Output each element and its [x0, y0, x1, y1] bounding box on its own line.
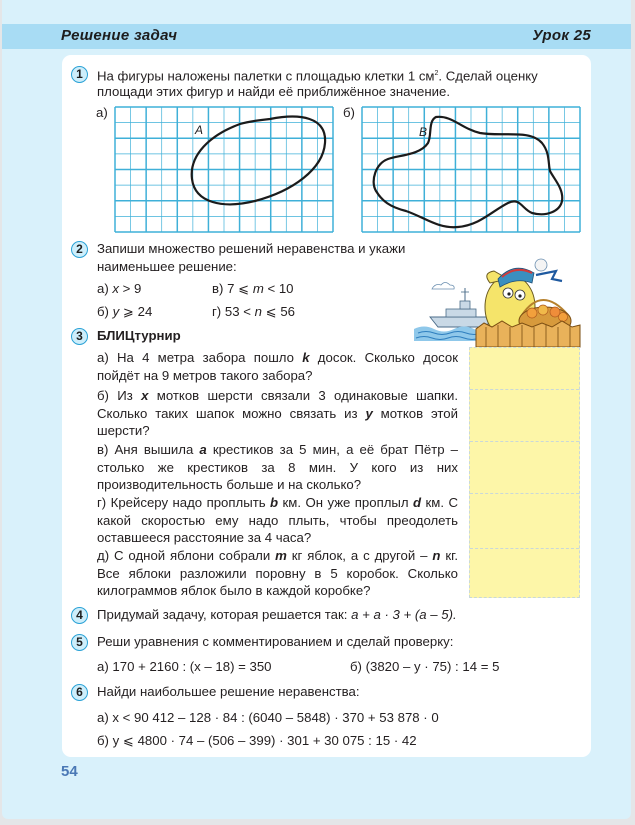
item-text: км. С какой скоростью ему надо плыть, чтобы преодолеть оставшееся расстояние за 4 часа? [97, 495, 458, 545]
task-number-badge: 2 [71, 241, 88, 258]
blitz-item-v [97, 441, 458, 494]
variable: y [112, 304, 120, 319]
answer-cell-divider [470, 441, 579, 442]
item-text: кг. Все яблоки разложили поровну в 5 коробок. Сколько килограммов яблок было в каждой коробке? [97, 548, 458, 598]
answer-cell-divider [470, 548, 579, 549]
task-number-badge: 3 [71, 328, 88, 345]
item-text: Крейсеру надо проплыть [110, 495, 271, 510]
title-rest: турнир [134, 328, 181, 343]
item-label: б) [97, 733, 109, 748]
equation: 170 + 2160 : (x – 18) = 350 [112, 659, 272, 674]
variable: y [365, 405, 373, 421]
item-text: мотков этой шерсти? [97, 405, 458, 438]
item-label: б) [350, 659, 362, 674]
answer-column [469, 347, 580, 598]
item-label: б) [97, 388, 109, 403]
equation: (3820 – y · 75) : 14 = 5 [365, 659, 500, 674]
variable: m [252, 281, 264, 296]
answer-cell-divider [470, 493, 579, 494]
item-text: Аня вышила [114, 442, 200, 457]
task5-text: Реши уравнения с комментированием и сделай проверку: [97, 634, 454, 649]
item-text: Из [117, 388, 142, 403]
item-text: досок. Сколько досок пойдёт на 9 метров такого забора? [97, 350, 458, 383]
inequality-6a [97, 709, 439, 727]
inequality-a [97, 280, 141, 298]
page-number: 54 [61, 763, 78, 780]
figure-b-label: б) [343, 105, 355, 120]
lesson-number: Урок 25 [532, 27, 591, 44]
variable: k [302, 350, 310, 365]
task-text: Придумай задачу, которая решается так: [97, 607, 352, 622]
task3-title [97, 327, 181, 345]
hat-icon [498, 259, 562, 287]
blitz-item-b [97, 387, 458, 440]
expression-pre: 53 < [224, 304, 251, 319]
expression: ⩾ 24 [122, 304, 153, 319]
item-label: в) [97, 442, 109, 457]
figure-outline [374, 117, 563, 227]
item-text: крестиков за 5 мин, а её брат Пётр – столько же крестиков за 8 мин. У кого из них производительность больше и на сколько? [97, 442, 458, 492]
blitz-item-a [97, 349, 458, 384]
item-label: а) [97, 659, 109, 674]
variable: m [275, 548, 287, 563]
inequality-6b [97, 732, 417, 750]
item-label: в) [212, 281, 224, 296]
variable: d [413, 495, 422, 510]
expression: ⩽ 56 [265, 304, 295, 319]
shape-b-label: B [419, 125, 428, 139]
variable: x [141, 388, 149, 403]
inequality-b [97, 303, 152, 321]
variable: b [270, 495, 279, 510]
expression-pre: 7 ⩽ [227, 281, 250, 296]
equation-b [350, 658, 499, 676]
item-label: г) [97, 495, 107, 510]
inequality-g [212, 303, 295, 321]
inequality: y ⩽ 4800 · 74 – (506 – 399) · 301 + 30 075 : 15 · 42 [112, 733, 417, 748]
shape-a-label: A [195, 123, 204, 137]
grid-palette-b [362, 107, 580, 232]
page-title: Решение задач [61, 27, 178, 44]
task2-text-line1: Запиши множество решений неравенства и укажи [97, 241, 406, 256]
variable: n [254, 304, 262, 319]
task1-text-line2: площади этих фигур и найди её приближённое значение. [97, 84, 451, 99]
item-label: д) [97, 548, 110, 563]
illustration-ship-character-apples [410, 255, 582, 347]
task-number-badge: 4 [71, 607, 88, 624]
blitz-item-d [97, 547, 458, 600]
task6-text: Найди наибольшее решение неравенства: [97, 684, 360, 699]
item-label: а) [97, 710, 109, 725]
task1-text: На фигуры наложены палетки с площадью клетки 1 см [97, 68, 435, 84]
item-text: мотков шерсти связали 3 одинаковые шапки. Сколько таких шапок можно связать из [97, 388, 458, 421]
blitz-item-g [97, 494, 458, 547]
figure-a-label: а) [96, 105, 108, 120]
item-text: С одной яблони собрали [114, 548, 276, 563]
title-caps: БЛИЦ [97, 328, 135, 343]
inequality-v [212, 280, 294, 298]
variable: n [432, 548, 441, 563]
grid-palette-a [115, 107, 333, 232]
variable: a [199, 442, 207, 457]
task4-text [97, 606, 457, 624]
expression: > 9 [122, 281, 142, 296]
task-number-badge: 6 [71, 684, 88, 701]
task2-text-line2: наименьшее решение: [97, 259, 237, 274]
task1-text-end: . Сделай оценку [438, 68, 538, 84]
equation-a [97, 658, 272, 676]
variable: x [112, 281, 119, 296]
task-number-badge: 1 [71, 66, 88, 83]
item-label: г) [212, 304, 222, 319]
cloud-icon [432, 283, 454, 290]
item-label: б) [97, 304, 109, 319]
expression: a + a · 3 + (a – 5). [351, 607, 457, 622]
ship-icon [430, 288, 492, 327]
inequality: x < 90 412 – 128 · 84 : (6040 – 5848) · 370 + 53 878 · 0 [112, 710, 439, 725]
item-label: а) [97, 350, 109, 365]
answer-cell-divider [470, 389, 579, 390]
superscript: 2 [434, 70, 439, 77]
figure-outline [192, 117, 325, 205]
item-text: км. Он уже проплыл [278, 495, 414, 510]
item-text: На 4 метра забора пошло [116, 350, 303, 365]
task1-text-line1 [97, 65, 538, 85]
item-text: кг яблок, а с другой – [286, 548, 433, 563]
expression: < 10 [267, 281, 294, 296]
task-number-badge: 5 [71, 634, 88, 651]
item-label: а) [97, 281, 109, 296]
